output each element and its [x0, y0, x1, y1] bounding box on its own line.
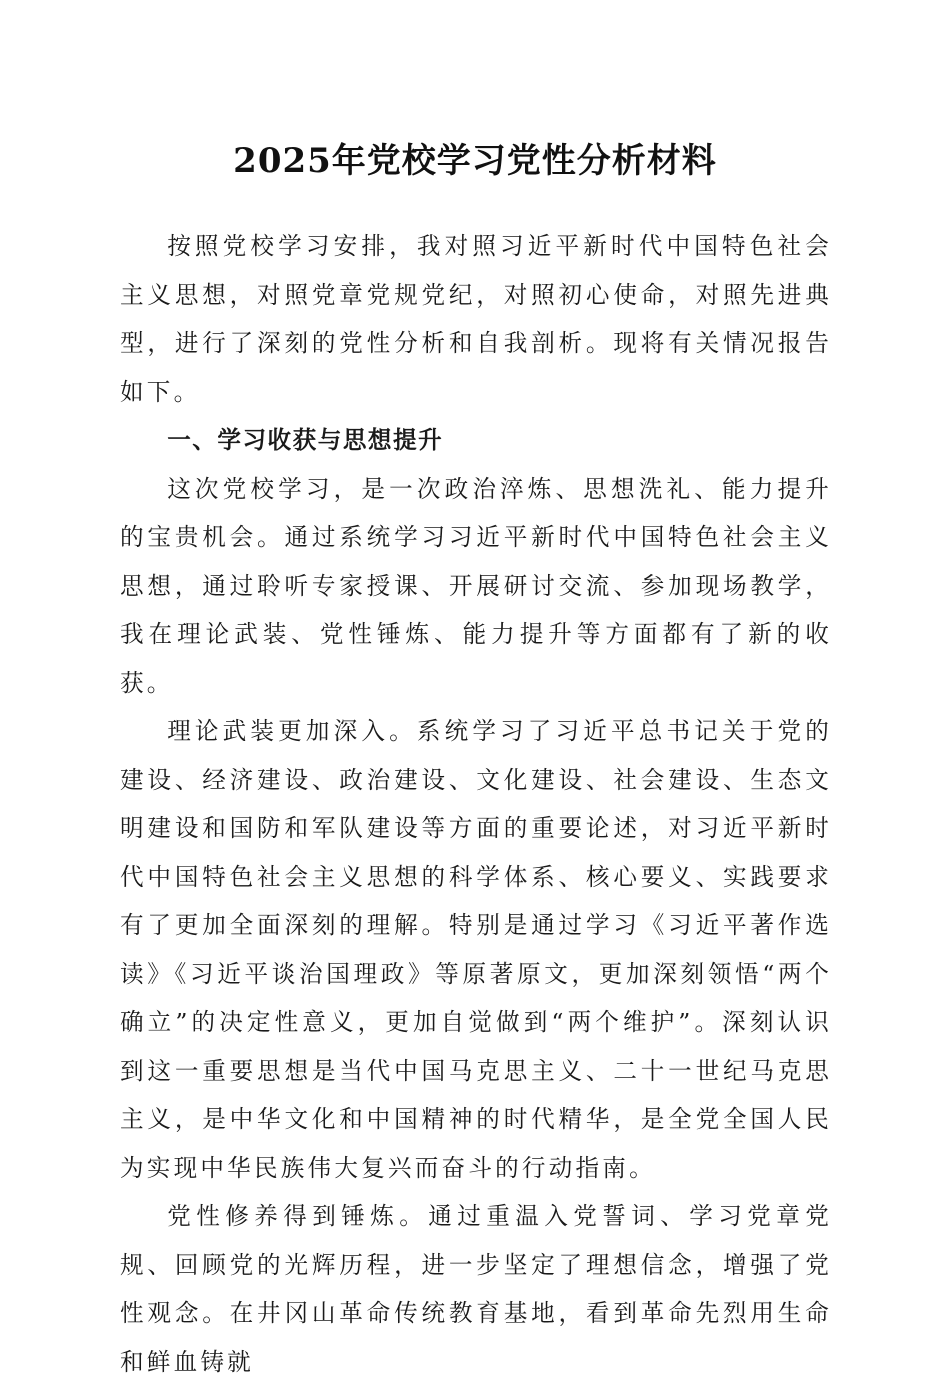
- intro-paragraph: 按照党校学习安排，我对照习近平新时代中国特色社会主义思想，对照党章党规党纪，对照初心使命，对照先进典型，进行了深刻的党性分析和自我剖析。现将有关情况报告如下。: [120, 232, 832, 406]
- document-title: 2025年党校学习党性分析材料: [233, 141, 717, 181]
- paragraph-learning-opportunity: 这次党校学习，是一次政治淬炼、思想洗礼、能力提升的宝贵机会。通过系统学习习近平新时代中国特色社会主义思想，通过聆听专家授课、开展研讨交流、参加现场教学，我在理论武装、党性锤炼、能力提升等方面都有了新的收获。: [120, 474, 832, 697]
- paragraph-theory-study: 理论武装更加深入。系统学习了习近平总书记关于党的建设、经济建设、政治建设、文化建设、社会建设、生态文明建设和国防和军队建设等方面的重要论述，对习近平新时代中国特色社会主义思想的科学体系、核心要义、实践要求有了更加全面深刻的理解。特别是通过学习《习近平著作选读》《习近平谈治国理政》等原著原文，更加深刻领悟“两个确立”的决定性意义，更加自觉做到“两个维护”。深刻认识到这一重要思想是当代中国马克思主义、二十一世纪马克思主义，是中华文化和中国精神的时代精华，是全党全国人民为实现中华民族伟大复兴而奋斗的行动指南。: [120, 717, 832, 1182]
- paragraph-party-spirit: 党性修养得到锤炼。通过重温入党誓词、学习党章党规、回顾党的光辉历程，进一步坚定了理想信念，增强了党性观念。在井冈山革命传统教育基地，看到革命先烈用生命和鲜血铸就: [120, 1202, 832, 1376]
- section-heading: 一、学习收获与思想提升: [167, 426, 444, 454]
- document-body: [120, 222, 832, 1386]
